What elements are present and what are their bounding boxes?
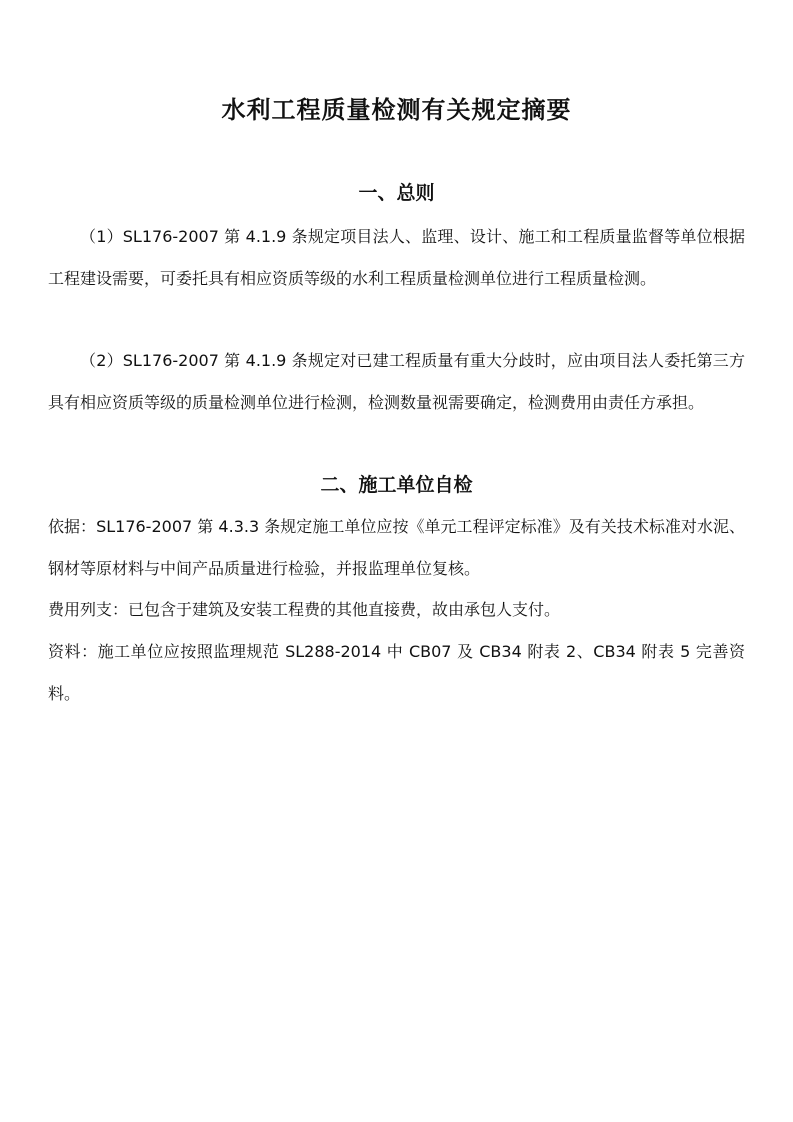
section-heading-general: 一、总则 — [358, 182, 435, 204]
paragraph-cost-allocation: 费用列支：已包含于建筑及安装工程费的其他直接费，故由承包人支付。 — [48, 600, 561, 619]
paragraph-general-2: （2）SL176-2007 第 4.1.9 条规定对已建工程质量有重大分歧时，应由项目法人委托第三方具有相应资质等级的质量检测单位进行检测，检测数量视需要确定，检测费用由责任方承担。 — [48, 351, 745, 412]
document-title: 水利工程质量检测有关规定摘要 — [221, 96, 572, 124]
section-heading-contractor-self-inspection: 二、施工单位自检 — [320, 474, 473, 496]
paragraph-records: 资料：施工单位应按照监理规范 SL288-2014 中 CB07 及 CB34 附表 2、CB34 附表 5 完善资料。 — [48, 642, 745, 703]
paragraph-basis: 依据：SL176-2007 第 4.3.3 条规定施工单位应按《单元工程评定标准》及有关技术标准对水泥、钢材等原材料与中间产品质量进行检验，并报监理单位复核。 — [48, 517, 745, 578]
paragraph-general-1: （1）SL176-2007 第 4.1.9 条规定项目法人、监理、设计、施工和工程质量监督等单位根据工程建设需要，可委托具有相应资质等级的水利工程质量检测单位进行工程质量检测。 — [48, 227, 745, 288]
